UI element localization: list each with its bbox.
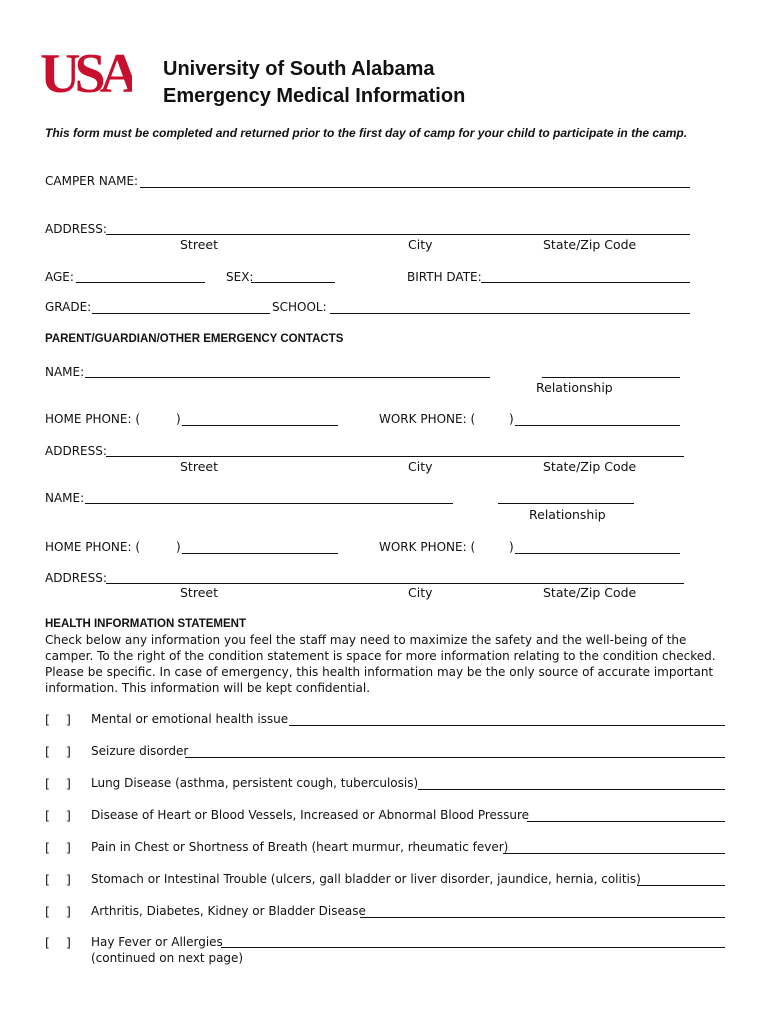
contact2-city-caption: City [408, 585, 433, 600]
checklist-notes-field[interactable] [289, 725, 725, 726]
contact2-work-phone-field[interactable] [515, 553, 680, 554]
usa-logo-graphic [40, 42, 132, 108]
checklist-notes-field[interactable] [637, 885, 725, 886]
contact1-home-phone-label: HOME PHONE: ( [45, 412, 141, 426]
contact2-street-caption: Street [180, 585, 218, 600]
title-line-1: University of South Alabama [163, 58, 435, 80]
checkbox-close-bracket[interactable]: ] [66, 904, 71, 919]
continued-note: (continued on next page) [91, 951, 244, 965]
contact2-statezip-caption: State/Zip Code [543, 585, 637, 600]
page-title [163, 56, 465, 110]
contact2-address-field[interactable] [106, 583, 684, 584]
logo-text: USA [40, 43, 132, 105]
checklist-label: Lung Disease (asthma, persistent cough, tuberculosis) [91, 776, 419, 790]
school-field[interactable] [330, 313, 690, 314]
checkbox-open-bracket[interactable]: [ [45, 744, 50, 759]
checklist-label: Hay Fever or Allergies [91, 935, 223, 949]
checklist-label: Pain in Chest or Shortness of Breath (heart murmur, rheumatic fever) [91, 840, 509, 854]
sex-field[interactable] [251, 282, 335, 283]
contact2-address-label: ADDRESS: [45, 571, 107, 585]
checkbox-open-bracket[interactable]: [ [45, 872, 50, 887]
sex-label: SEX: [226, 270, 254, 284]
checklist-label: Arthritis, Diabetes, Kidney or Bladder Disease [91, 904, 366, 918]
checkbox-close-bracket[interactable]: ] [66, 840, 71, 855]
checkbox-close-bracket[interactable]: ] [66, 776, 71, 791]
contact2-home-phone-label: HOME PHONE: ( [45, 540, 141, 554]
camper-statezip-caption: State/Zip Code [543, 237, 637, 252]
checklist-label: Mental or emotional health issue [91, 712, 289, 726]
contact2-name-field[interactable] [85, 503, 453, 504]
contact1-name-field[interactable] [85, 377, 490, 378]
checkbox-open-bracket[interactable]: [ [45, 935, 50, 950]
checklist-notes-field[interactable] [221, 947, 725, 948]
checklist-notes-field[interactable] [527, 821, 725, 822]
age-field[interactable] [76, 282, 205, 283]
checklist-label: Disease of Heart or Blood Vessels, Increased or Abnormal Blood Pressure [91, 808, 530, 822]
contact2-work-phone-paren: ) [509, 540, 514, 554]
contact1-relationship-field[interactable] [542, 377, 680, 378]
camper-name-field[interactable] [140, 187, 690, 188]
checkbox-open-bracket[interactable]: [ [45, 776, 50, 791]
contact1-work-phone-field[interactable] [515, 425, 680, 426]
usa-logo [40, 42, 132, 108]
checklist-label: Seizure disorder [91, 744, 189, 758]
contact1-street-caption: Street [180, 459, 218, 474]
grade-field[interactable] [92, 313, 270, 314]
age-label: AGE: [45, 270, 74, 284]
checkbox-close-bracket[interactable]: ] [66, 712, 71, 727]
checkbox-close-bracket[interactable]: ] [66, 935, 71, 950]
intro-text: This form must be completed and returned prior to the first day of camp for your child to participate in the camp. [45, 126, 688, 140]
checklist-notes-field[interactable] [360, 917, 725, 918]
health-heading: HEALTH INFORMATION STATEMENT [45, 618, 247, 630]
grade-label: GRADE: [45, 300, 92, 314]
camper-street-caption: Street [180, 237, 218, 252]
contact1-relationship-caption: Relationship [536, 380, 613, 395]
checkbox-open-bracket[interactable]: [ [45, 712, 50, 727]
contact2-name-label: NAME: [45, 491, 85, 505]
contact1-address-field[interactable] [106, 456, 684, 457]
birth-date-field[interactable] [481, 282, 690, 283]
camper-address-field[interactable] [106, 234, 690, 235]
contact2-work-phone-label: WORK PHONE: ( [379, 540, 476, 554]
birth-date-label: BIRTH DATE: [407, 270, 482, 284]
checkbox-open-bracket[interactable]: [ [45, 808, 50, 823]
contact2-relationship-caption: Relationship [529, 507, 606, 522]
contact2-relationship-field[interactable] [498, 503, 634, 504]
contact2-home-phone-field[interactable] [182, 553, 338, 554]
contact1-home-phone-field[interactable] [182, 425, 338, 426]
checkbox-close-bracket[interactable]: ] [66, 744, 71, 759]
contact1-statezip-caption: State/Zip Code [543, 459, 637, 474]
contact1-home-phone-paren: ) [176, 412, 181, 426]
contact1-work-phone-paren: ) [509, 412, 514, 426]
camper-name-label: CAMPER NAME: [45, 174, 139, 188]
contact1-name-label: NAME: [45, 365, 85, 379]
checklist-label: Stomach or Intestinal Trouble (ulcers, gall bladder or liver disorder, jaundice, hernia, colitis) [91, 872, 641, 886]
title-line-2: Emergency Medical Information [163, 85, 466, 107]
checkbox-close-bracket[interactable]: ] [66, 872, 71, 887]
contacts-heading: PARENT/GUARDIAN/OTHER EMERGENCY CONTACTS [45, 333, 344, 345]
contact1-work-phone-label: WORK PHONE: ( [379, 412, 476, 426]
checkbox-close-bracket[interactable]: ] [66, 808, 71, 823]
checklist-notes-field[interactable] [185, 757, 725, 758]
checklist-notes-field[interactable] [418, 789, 725, 790]
school-label: SCHOOL: [272, 300, 327, 314]
contact1-city-caption: City [408, 459, 433, 474]
camper-city-caption: City [408, 237, 433, 252]
checkbox-open-bracket[interactable]: [ [45, 904, 50, 919]
checkbox-open-bracket[interactable]: [ [45, 840, 50, 855]
contact2-home-phone-paren: ) [176, 540, 181, 554]
checklist-notes-field[interactable] [503, 853, 725, 854]
camper-address-label: ADDRESS: [45, 222, 107, 236]
contact1-address-label: ADDRESS: [45, 444, 107, 458]
health-paragraph: Check below any information you feel the staff may need to maximize the safety and the well-being of the camper. To the right of the condition statement is space for more information relating to the condition checked. Please be specific. In case of emergency, this health information may be the only source of accurate important information. This information will be kept confidential. [45, 633, 716, 695]
